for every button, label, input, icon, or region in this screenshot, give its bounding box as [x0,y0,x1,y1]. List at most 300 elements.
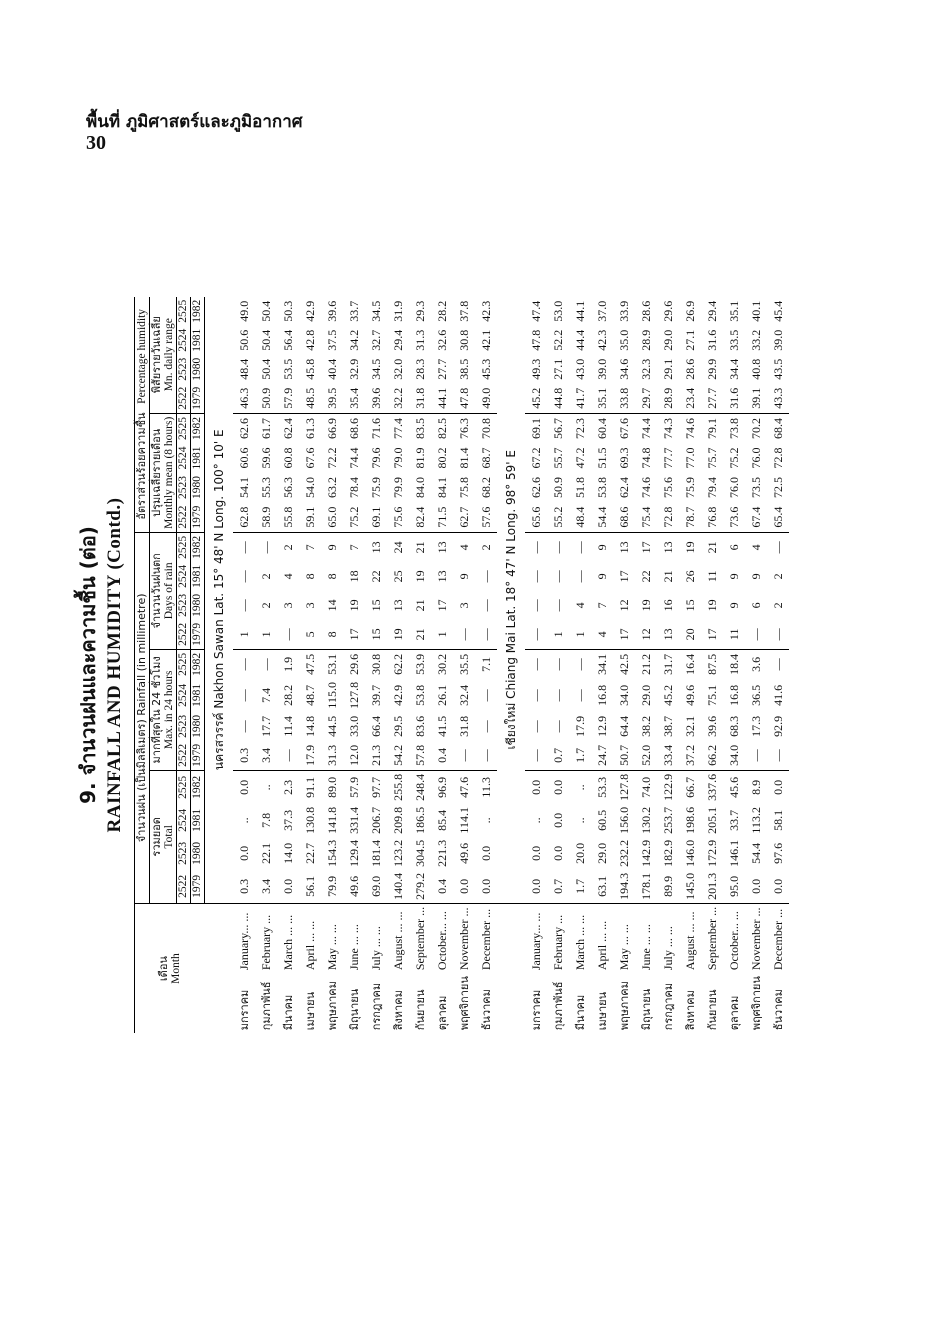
month-english: January... ... [233,903,255,973]
value-cell: 21 [660,570,675,583]
month-english: June ... ... [635,903,657,973]
rotated-table-page [60,40,870,1290]
value-cell: — [525,649,547,679]
value-cell: 69.1 [525,413,547,443]
value-cell: 7.4 [258,687,273,703]
month-thai: มกราคม [237,989,251,1031]
month-english: September ... [409,903,431,973]
value-cell: 91.1 [299,770,321,804]
value-cell: 76.0 [726,477,741,499]
table-row [299,297,321,1034]
value-cell: 28.9 [638,329,653,351]
value-cell: 84.1 [434,477,449,499]
station-row [205,297,234,1034]
value-cell: 29.9 [704,358,719,380]
table-row [591,297,613,1034]
month-thai: ตุลาคม [435,995,449,1031]
value-cell: 49.6 [456,842,471,864]
value-cell: 58.9 [258,506,273,528]
value-cell: 76.8 [704,506,719,528]
value-cell: 75.4 [638,506,653,528]
value-cell: 65.6 [528,506,543,528]
humidity-group-thai: อัตราส่วนร้อยความชื้น [135,412,148,520]
value-cell: 37.8 [456,300,471,322]
value-cell: 0.7 [550,747,565,763]
value-cell: 56.7 [547,413,569,443]
humidity-group-header [135,297,150,533]
table-row [365,297,387,1034]
value-cell: 67.6 [613,413,635,443]
value-cell: 70.8 [475,413,497,443]
value-cell: — [255,649,277,679]
ad-year-cell: 1980 [191,355,205,384]
value-cell: 39.6 [704,715,719,737]
month-thai: พฤศจิกายน [749,976,763,1031]
value-cell: 44.8 [550,387,565,409]
value-cell: 64.4 [616,715,631,737]
table-row [635,297,657,1034]
value-cell: 56.1 [302,875,317,897]
value-cell: 34.5 [368,358,383,380]
value-cell: 3.4 [258,747,273,763]
max-header-english: Max. in 24 hours [163,670,175,750]
value-cell: 29.6 [343,649,365,679]
value-cell: 75.2 [346,506,361,528]
value-cell: 24 [387,532,409,562]
value-cell: 18 [346,570,361,583]
value-cell: — [255,532,277,562]
value-cell: 31.8 [456,715,471,737]
station-label: เชียงใหม่ Chiang Mai Lat. 18° 47' N Long. 98° 59' E [503,450,518,750]
value-cell: 45.2 [660,684,675,706]
value-cell: — [550,720,565,733]
value-cell: 22 [638,570,653,583]
value-cell: 66.7 [679,770,701,804]
value-cell: — [550,570,565,583]
buddhist-year-cell: 2523 [177,357,189,381]
value-cell: 37.2 [682,744,697,766]
value-cell: 75.8 [456,477,471,499]
value-cell: 1.9 [277,649,299,679]
value-cell: 12 [638,628,653,641]
month-english: February ... [255,903,277,973]
value-cell: 30.8 [456,329,471,351]
value-cell: 56.3 [280,477,295,499]
value-cell: 70.2 [745,413,767,443]
title-english: RAINFALL AND HUMIDITY (Contd.) [104,497,125,833]
value-cell: 74.0 [635,770,657,804]
value-cell: 127.8 [346,681,361,709]
value-cell: 129.4 [346,839,361,867]
value-cell: 92.9 [770,715,785,737]
value-cell: 44.1 [572,300,587,322]
value-cell: 67.6 [302,447,317,469]
range-header-thai: พิสัยรายวันเฉลี่ย [150,316,163,394]
page-number: 30 [86,132,106,154]
value-cell: 0.0 [528,878,543,894]
value-cell: 1 [258,631,273,638]
value-cell: 81.9 [412,447,427,469]
value-cell: 17.9 [302,744,317,766]
range-header-english: Mn. daily range [163,318,175,392]
value-cell: 44.5 [324,715,339,737]
value-cell: 34.0 [726,744,741,766]
value-cell: 146.0 [682,839,697,867]
value-cell: 51.5 [594,447,609,469]
value-cell: 31.9 [390,300,405,322]
value-cell: 72.3 [569,413,591,443]
value-cell: 304.5 [412,839,427,867]
value-cell: 29.1 [660,358,675,380]
month-thai: พฤศจิกายน [457,976,471,1031]
value-cell: 66.9 [321,413,343,443]
mean-header [150,413,177,532]
value-cell: 11 [726,628,741,641]
value-cell: 42.3 [478,300,493,322]
value-cell: 16.4 [679,649,701,679]
value-cell: — [569,649,591,679]
value-cell: 39.1 [748,387,763,409]
value-cell: 45.6 [723,770,745,804]
value-cell: 14.8 [302,715,317,737]
month-thai: ธันวาคม [479,989,493,1031]
value-cell: 45.2 [528,387,543,409]
value-cell: 2 [258,573,273,580]
value-cell: 45.4 [770,300,785,322]
buddhist-year-cell: 2524 [177,564,189,588]
value-cell: 36.5 [748,684,763,706]
value-cell: 46.3 [236,387,251,409]
station-row [497,297,525,1034]
ad-year-cell: 1979 [191,502,205,532]
value-cell: 31.6 [704,329,719,351]
value-cell: 32.9 [346,358,361,380]
value-cell: 83.5 [409,413,431,443]
value-cell: 145.0 [682,872,697,900]
value-cell: 79.6 [368,447,383,469]
buddhist-year-cell: 2524 [177,446,189,470]
mean-header-thai: ปรุมเฉลี่ยรายเดือน [150,428,163,517]
value-cell: 32.6 [434,329,449,351]
month-english: September ... [701,903,723,973]
buddhist-year-cell: 2522 [177,743,189,767]
table-row [431,297,453,1034]
month-header-thai: เดือน [156,956,170,982]
ad-year-cell: 1982 [191,770,205,804]
ad-year-cell: 1979 [191,741,205,771]
value-cell: 156.0 [616,806,631,834]
value-cell: 14.0 [280,842,295,864]
buddhist-year-cell: 2525 [177,649,191,679]
value-cell: 0.0 [525,770,547,804]
table-row [255,297,277,1034]
value-cell: 58.1 [770,809,785,831]
month-thai: กันยายน [705,989,719,1031]
value-cell: 31.7 [657,649,679,679]
value-cell: 0.0 [478,845,493,861]
value-cell: 7 [343,532,365,562]
month-thai: กุมภาพันธ์ [259,981,273,1031]
value-cell: 2 [277,532,299,562]
value-cell: 67.2 [528,447,543,469]
value-cell: 178.1 [638,872,653,900]
value-cell: 186.5 [412,806,427,834]
value-cell: 44.4 [572,329,587,351]
month-thai: มิถุนายน [639,988,653,1031]
ad-year-cell: 1980 [191,837,205,870]
value-cell: 96.9 [431,770,453,804]
value-cell: 52.2 [550,329,565,351]
buddhist-year-cell: 2522 [177,386,189,410]
value-cell: 32.0 [390,358,405,380]
value-cell: 21 [409,532,431,562]
value-cell: 71.6 [365,413,387,443]
value-cell: 72.5 [770,477,785,499]
title-thai: 9. จำนวนฝนและความชื้น (ต่อ) [76,526,100,804]
value-cell: 253.7 [660,806,675,834]
value-cell: 4 [745,532,767,562]
value-cell: 47.2 [572,447,587,469]
value-cell: 15 [682,599,697,612]
value-cell: 34.6 [616,358,631,380]
value-cell: 17 [635,532,657,562]
table-row [343,297,365,1034]
value-cell: 33.0 [346,715,361,737]
table-row [547,297,569,1034]
value-cell: 32.7 [368,329,383,351]
value-cell: 35.5 [453,649,475,679]
value-cell: 0.3 [236,878,251,894]
value-cell: 3.4 [258,878,273,894]
value-cell: 40.4 [324,358,339,380]
value-cell: 33.5 [726,329,741,351]
value-cell: 6 [748,602,763,609]
value-cell: 61.7 [255,413,277,443]
value-cell: 47.6 [453,770,475,804]
ad-year-cell: 1981 [191,804,205,837]
value-cell: 39.6 [324,300,339,322]
value-cell: 0.0 [236,845,251,861]
value-cell: 49.6 [682,684,697,706]
value-cell: 29.0 [594,842,609,864]
value-cell: 54.4 [594,506,609,528]
value-cell: 68.3 [726,715,741,737]
value-cell: 26 [682,570,697,583]
month-english: July ... ... [365,903,387,973]
value-cell: 57.8 [412,744,427,766]
value-cell: 201.3 [704,872,719,900]
value-cell: 0.0 [280,878,295,894]
value-cell: — [547,532,569,562]
value-cell: 13 [365,532,387,562]
value-cell: 34.4 [726,358,741,380]
days-header [150,532,177,649]
value-cell: 48.5 [302,387,317,409]
rainfall-humidity-table [134,297,789,1034]
value-cell: 1.7 [572,747,587,763]
table-row [569,297,591,1034]
value-cell: 19 [704,599,719,612]
value-cell: — [456,749,471,762]
table-row [233,297,255,1034]
value-cell: 73.5 [748,477,763,499]
month-thai: เมษายน [303,991,317,1031]
total-header-english: Total [163,825,175,849]
value-cell: 74.6 [638,477,653,499]
value-cell: 60.5 [594,809,609,831]
value-cell: 49.3 [528,358,543,380]
month-english: April ... ... [591,903,613,973]
value-cell: 77.0 [682,447,697,469]
value-cell: 54.0 [302,477,317,499]
month-thai: มีนาคม [281,994,295,1031]
ad-year-cell: 1980 [191,712,205,741]
value-cell: 31.3 [412,329,427,351]
value-cell: 141.8 [324,806,339,834]
value-cell: 4 [280,573,295,580]
value-cell: 12.9 [594,715,609,737]
value-cell: 248.4 [409,770,431,804]
value-cell: 7 [594,602,609,609]
value-cell: 40.1 [748,300,763,322]
table-row [657,297,679,1034]
month-thai: พฤษภาคม [617,981,631,1031]
value-cell: 72.2 [324,447,339,469]
value-cell: 22.7 [302,842,317,864]
value-cell: 62.6 [528,477,543,499]
value-cell: 1 [550,631,565,638]
month-header [135,903,205,1033]
value-cell: 80.2 [434,447,449,469]
value-cell: 0.7 [550,878,565,894]
value-cell: 60.6 [236,447,251,469]
station-spacer [205,903,234,1033]
value-cell: 38.2 [638,715,653,737]
month-english: May ... ... [613,903,635,973]
value-cell: 27.7 [434,358,449,380]
value-cell: 55.3 [258,477,273,499]
value-cell: 33.7 [346,300,361,322]
value-cell: 76.0 [748,447,763,469]
value-cell: 20 [682,628,697,641]
ad-year-cell: 1982 [191,649,205,679]
value-cell: 66.4 [368,715,383,737]
value-cell: — [528,720,543,733]
value-cell: 30.8 [365,649,387,679]
value-cell: 84.0 [412,477,427,499]
value-cell: 33.4 [660,744,675,766]
value-cell: 337.6 [701,770,723,804]
value-cell: 37.3 [280,809,295,831]
month-thai: กรกฎาคม [661,982,675,1031]
value-cell: — [478,599,493,612]
buddhist-year-cell: 2524 [177,808,189,832]
value-cell: 63.1 [594,875,609,897]
value-cell: 54.2 [390,744,405,766]
value-cell: .. [478,817,493,824]
value-cell: 35.1 [594,387,609,409]
value-cell: 75.1 [704,684,719,706]
value-cell: 79.1 [701,413,723,443]
value-cell: 33.8 [616,387,631,409]
value-cell: 18.4 [723,649,745,679]
value-cell: 85.4 [434,809,449,831]
ad-year-cell: 1979 [191,620,205,650]
table-row [701,297,723,1034]
value-cell: 11.4 [280,716,295,737]
value-cell: 130.2 [638,806,653,834]
month-english: December ... [475,903,497,973]
value-cell: 74.4 [346,447,361,469]
month-thai: กันยายน [413,989,427,1031]
ad-year-cell: 1980 [191,473,205,503]
value-cell: — [547,649,569,679]
value-cell: .. [572,817,587,824]
month-english: July ... ... [657,903,679,973]
rainfall-group-label: จำนวนฝน (เป็นมิลลิเมตร) Rainfall (in millimetre) [135,593,148,843]
value-cell: 29.3 [412,300,427,322]
value-cell: 31.6 [726,387,741,409]
value-cell: 71.5 [434,506,449,528]
value-cell: 11.3 [475,770,497,804]
value-cell: 0.0 [547,770,569,804]
ad-year-cell: 1981 [191,679,205,712]
value-cell: 30.2 [431,649,453,679]
value-cell: 28.3 [412,358,427,380]
value-cell: 54.1 [236,477,251,499]
value-cell: 13 [660,628,675,641]
buddhist-year-cell: 2524 [177,683,189,707]
value-cell: 68.4 [767,413,789,443]
value-cell: 29.7 [638,387,653,409]
value-cell: 19 [412,570,427,583]
ad-year-cell: 1982 [191,297,205,326]
value-cell: 26.9 [682,300,697,322]
month-english: October... ... [723,903,745,973]
value-cell: 25 [390,570,405,583]
month-english: December ... [767,903,789,973]
value-cell: 27.1 [682,329,697,351]
table-row [525,297,547,1034]
value-cell: 51.8 [572,477,587,499]
table-row [409,297,431,1034]
value-cell: 74.6 [679,413,701,443]
value-cell: 79.4 [704,477,719,499]
value-cell: 45.8 [302,358,317,380]
value-cell: 17.9 [572,715,587,737]
value-cell: 3.6 [745,649,767,679]
value-cell: 55.8 [280,506,295,528]
value-cell: 7.8 [258,812,273,828]
value-cell: 79.0 [390,447,405,469]
value-cell: 41.7 [572,387,587,409]
value-cell: 9 [726,602,741,609]
humidity-group-english: Percentage humidity [136,308,148,404]
value-cell: 56.4 [280,329,295,351]
value-cell: 21 [701,532,723,562]
value-cell: 57.6 [478,506,493,528]
value-cell: 75.2 [726,447,741,469]
value-cell: — [748,628,763,641]
month-thai: มิถุนายน [347,988,361,1031]
value-cell: — [233,649,255,679]
value-cell: 57.9 [280,387,295,409]
value-cell: 34.0 [616,684,631,706]
month-english: March ... ... [277,903,299,973]
month-english: January... ... [525,903,547,973]
value-cell: 181.4 [368,839,383,867]
value-cell: — [236,720,251,733]
